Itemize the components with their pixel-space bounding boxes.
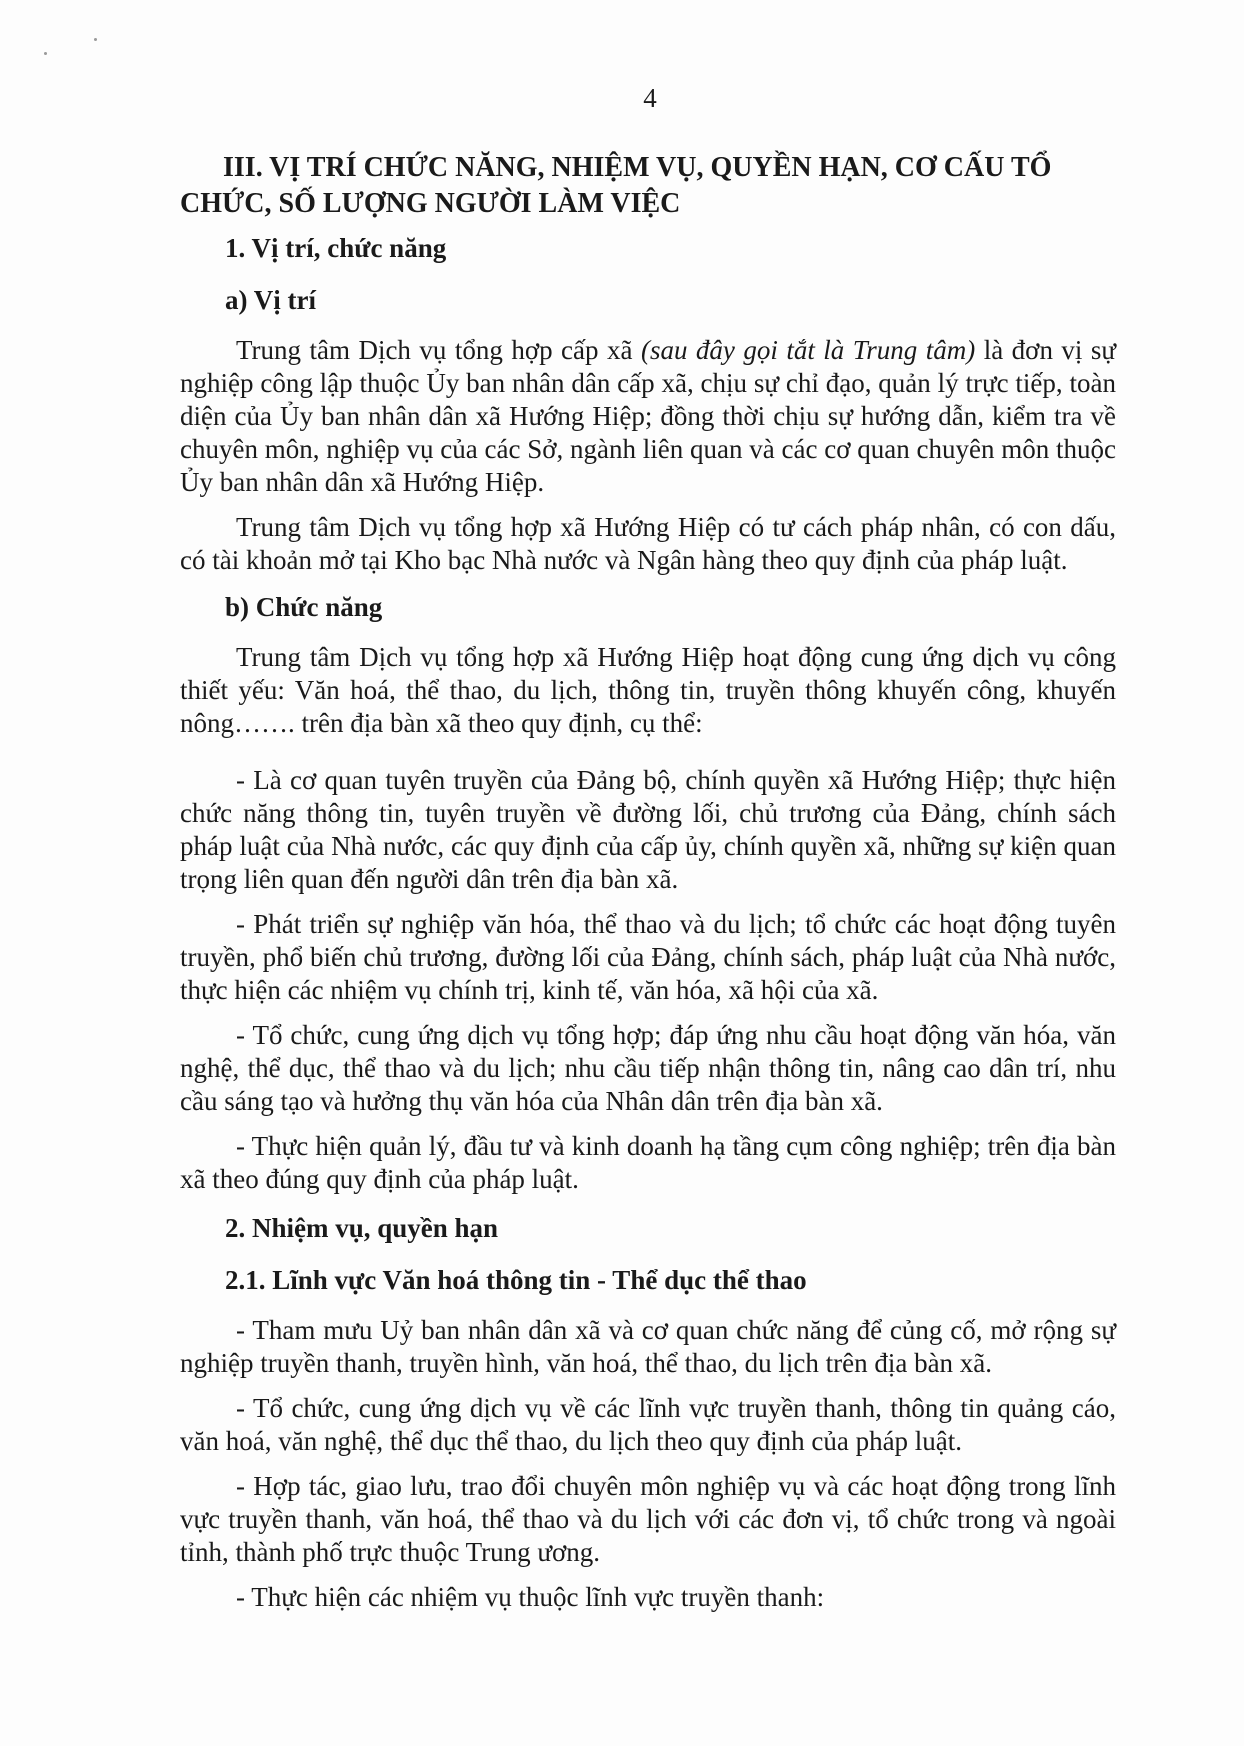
- heading-culture-sports-field: 2.1. Lĩnh vực Văn hoá thông tin - Thể dục thể thao: [225, 1265, 807, 1295]
- paragraph-position-rest: là đơn vị sự nghiệp công lập thuộc Ủy ban nhân dân cấp xã, chịu sự chỉ đạo, quản lý trực tiếp, toàn diện của Ủy ban nhân dân xã Hướng Hiệp; đồng thời chịu sự hướng dẫn, kiểm tra về chuyên môn, nghiệp vụ của các Sở, ngành liên quan và các cơ quan chuyên môn thuộc Ủy ban nhân dân xã Hướng Hiệp.: [180, 335, 1117, 497]
- heading-position: a) Vị trí: [225, 285, 316, 315]
- bullet-general-services: - Tổ chức, cung ứng dịch vụ tổng hợp; đáp ứng nhu cầu hoạt động văn hóa, văn nghệ, thể dục, thể thao và du lịch; nhu cầu tiếp nhận thông tin, nâng cao dân trí, nhu cầu sáng tạo và hưởng thụ văn hóa của Nhân dân trên địa bàn xã.: [180, 1020, 1116, 1116]
- bullet-propaganda: - Là cơ quan tuyên truyền của Đảng bộ, chính quyền xã Hướng Hiệp; thực hiện chức năng thông tin, tuyên truyền về đường lối, chủ trương của Đảng, chính sách pháp luật của Nhà nước, các quy định của cấp ủy, chính quyền xã, những sự kiện quan trọng liên quan đến người dân trên địa bàn xã.: [180, 765, 1116, 894]
- paragraph-position-italic: (sau đây gọi tắt là Trung tâm): [640, 335, 976, 365]
- bullet-culture-development: - Phát triển sự nghiệp văn hóa, thể thao và du lịch; tổ chức các hoạt động tuyên truyền, phổ biến chủ trương, đường lối của Đảng, chính sách, pháp luật của Nhà nước, thực hiện các nhiệm vụ chính trị, kinh tế, văn hóa, xã hội của xã.: [180, 909, 1116, 1005]
- bullet-industrial-infrastructure: - Thực hiện quản lý, đầu tư và kinh doanh hạ tầng cụm công nghiệp; trên địa bàn xã theo đúng quy định của pháp luật.: [180, 1131, 1116, 1194]
- heading-position-function: 1. Vị trí, chức năng: [225, 233, 447, 263]
- bullet-broadcasting-tasks: - Thực hiện các nhiệm vụ thuộc lĩnh vực truyền thanh:: [236, 1582, 825, 1612]
- bullet-advise: - Tham mưu Uỷ ban nhân dân xã và cơ quan chức năng để củng cố, mở rộng sự nghiệp truyền thanh, truyền hình, văn hoá, thể thao, du lịch trên địa bàn xã.: [180, 1315, 1116, 1378]
- scan-speck: [94, 38, 97, 41]
- page-number: 4: [643, 83, 657, 113]
- section-title-line-2: CHỨC, SỐ LƯỢNG NGƯỜI LÀM VIỆC: [180, 188, 681, 219]
- section-title: [180, 150, 1116, 222]
- heading-function: b) Chức năng: [225, 592, 383, 622]
- paragraph-position-start: Trung tâm Dịch vụ tổng hợp cấp xã: [236, 335, 641, 365]
- document-body: [180, 150, 1116, 1626]
- paragraph-position: [180, 334, 1116, 499]
- section-title-line-1: III. VỊ TRÍ CHỨC NĂNG, NHIỆM VỤ, QUYỀN HẠN, CƠ CẤU TỔ: [223, 152, 1052, 183]
- scan-speck: [44, 52, 47, 55]
- paragraph-function-intro: Trung tâm Dịch vụ tổng hợp xã Hướng Hiệp hoạt động cung ứng dịch vụ công thiết yếu: Văn hoá, thể thao, du lịch, thông tin, truyền thông khuyến công, khuyến nông……. trên địa bàn xã theo quy định, cụ thể:: [180, 642, 1116, 738]
- bullet-cooperation: - Hợp tác, giao lưu, trao đổi chuyên môn nghiệp vụ và các hoạt động trong lĩnh vực truyền thanh, văn hoá, thể thao và du lịch với các đơn vị, tổ chức trong và ngoài tỉnh, thành phố trực thuộc Trung ương.: [180, 1471, 1116, 1567]
- bullet-provide-services: - Tổ chức, cung ứng dịch vụ về các lĩnh vực truyền thanh, thông tin quảng cáo, văn hoá, văn nghệ, thể dục thể thao, du lịch theo quy định của pháp luật.: [180, 1393, 1116, 1456]
- paragraph-legal-status: Trung tâm Dịch vụ tổng hợp xã Hướng Hiệp có tư cách pháp nhân, có con dấu, có tài khoản mở tại Kho bạc Nhà nước và Ngân hàng theo quy định của pháp luật.: [180, 512, 1116, 575]
- heading-duties-powers: 2. Nhiệm vụ, quyền hạn: [225, 1213, 499, 1243]
